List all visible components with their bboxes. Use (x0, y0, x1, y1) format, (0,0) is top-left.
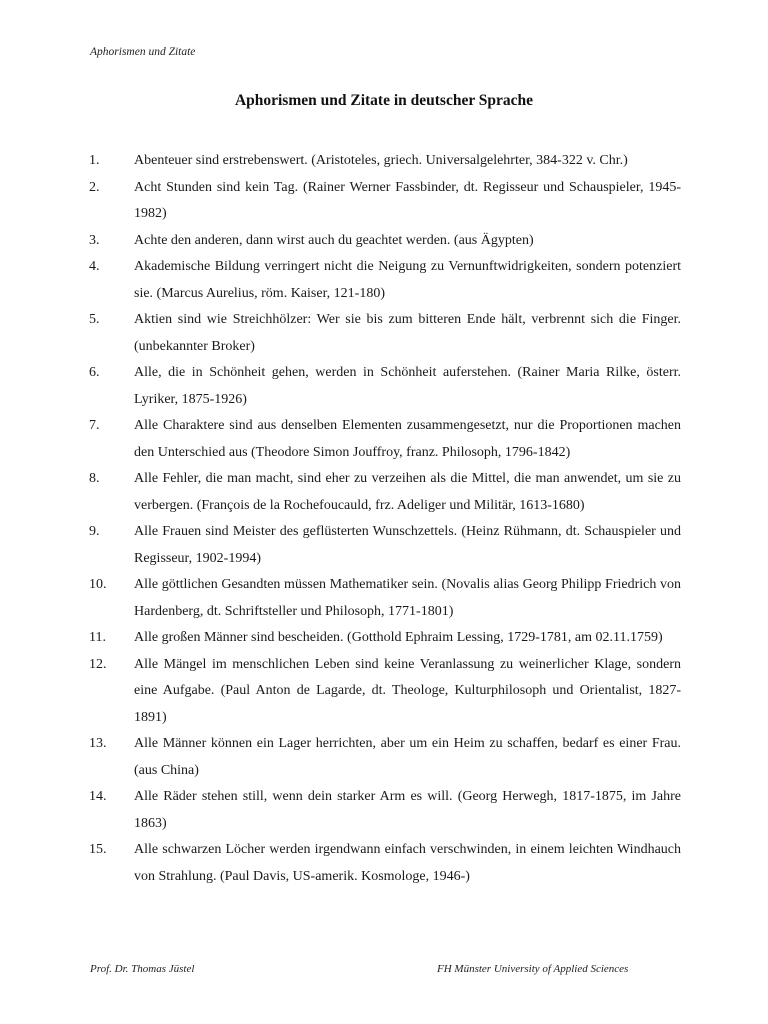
quote-number: 1. (89, 153, 100, 168)
quote-text: Aktien sind wie Streichhölzer: Wer sie bis zum bitteren Ende hält, verbrennt sich die Finger. (unbekannter Broker) (134, 312, 681, 354)
quote-number: 12. (89, 656, 107, 672)
quote-text: Alle Charaktere sind aus denselben Elementen zusammengesetzt, nur die Proportionen machen den Unterschied aus (Theodore Simon Jouffroy, franz. Philosoph, 1796-1842) (134, 418, 681, 460)
footer-institution: FH Münster University of Applied Sciences (437, 963, 629, 975)
quote-text: Alle großen Männer sind bescheiden. (Gotthold Ephraim Lessing, 1729-1781, am 02.11.1759) (134, 630, 663, 645)
quote-item (89, 148, 681, 175)
quote-number: 9. (89, 524, 100, 539)
quote-text: Achte den anderen, dann wirst auch du geachtet werden. (aus Ägypten) (134, 232, 534, 248)
quote-text: Acht Stunden sind kein Tag. (Rainer Werner Fassbinder, dt. Regisseur und Schauspieler, 1945-1982) (134, 179, 681, 221)
quote-number: 10. (89, 577, 107, 592)
quote-number: 7. (89, 418, 100, 433)
quote-text: Alle schwarzen Löcher werden irgendwann einfach verschwinden, in einem leichten Windhauch von Strahlung. (Paul Davis, US-amerik. Kosmologe, 1946-) (134, 842, 681, 884)
quote-text: Alle Frauen sind Meister des geflüsterten Wunschzettels. (Heinz Rühmann, dt. Schauspieler und Regisseur, 1902-1994) (134, 524, 681, 566)
quote-number: 13. (89, 736, 107, 751)
quote-item (89, 784, 681, 837)
quote-item (89, 360, 681, 413)
quote-text: Abenteuer sind erstrebenswert. (Aristoteles, griech. Universalgelehrter, 384-322 v. Chr.) (134, 153, 628, 168)
quote-number: 4. (89, 259, 100, 274)
quote-text: Alle Männer können ein Lager herrichten, aber um ein Heim zu schaffen, bedarf es einer Frau. (aus China) (134, 736, 681, 778)
quote-number: 2. (89, 179, 100, 195)
quote-number: 3. (89, 232, 100, 248)
quote-item (89, 307, 681, 360)
quote-item (89, 625, 681, 652)
quote-text: Alle Fehler, die man macht, sind eher zu verzeihen als die Mittel, die man anwendet, um sie zu verbergen. (François de la Rochefoucauld, frz. Adeliger und Militär, 1613-1680) (134, 471, 681, 513)
quote-item (89, 175, 681, 228)
quote-item (89, 228, 681, 255)
quote-number: 6. (89, 365, 100, 380)
quote-item (89, 519, 681, 572)
quote-text: Alle Räder stehen still, wenn dein starker Arm es will. (Georg Herwegh, 1817-1875, im Jahre 1863) (134, 789, 681, 831)
quote-item (89, 572, 681, 625)
running-header: Aphorismen und Zitate (90, 46, 196, 58)
quote-number: 5. (89, 312, 100, 327)
quote-item (89, 466, 681, 519)
quote-number: 14. (89, 789, 107, 804)
quote-text: Akademische Bildung verringert nicht die Neigung zu Vernunftwidrigkeiten, sondern potenziert sie. (Marcus Aurelius, röm. Kaiser, 121-180) (134, 259, 681, 301)
quote-number: 15. (89, 842, 107, 857)
quote-item (89, 254, 681, 307)
quote-text: Alle göttlichen Gesandten müssen Mathematiker sein. (Novalis alias Georg Philipp Friedrich von Hardenberg, dt. Schriftsteller und Philosoph, 1771-1801) (134, 577, 681, 619)
quote-item (89, 731, 681, 784)
quote-number: 8. (89, 471, 100, 486)
quote-text: Alle Mängel im menschlichen Leben sind keine Veranlassung zu weinerlicher Klage, sondern eine Aufgabe. (Paul Anton de Lagarde, dt. Theologe, Kulturphilosoph und Orientalist, 1827-1891) (134, 656, 681, 725)
quote-item (89, 652, 681, 732)
quote-list (89, 148, 681, 890)
quote-item (89, 837, 681, 890)
document-title: Aphorismen und Zitate in deutscher Sprache (234, 92, 534, 109)
footer-author: Prof. Dr. Thomas Jüstel (90, 963, 195, 975)
quote-text: Alle, die in Schönheit gehen, werden in Schönheit auferstehen. (Rainer Maria Rilke, österr. Lyriker, 1875-1926) (134, 365, 681, 407)
quote-number: 11. (89, 630, 106, 645)
quote-item (89, 413, 681, 466)
